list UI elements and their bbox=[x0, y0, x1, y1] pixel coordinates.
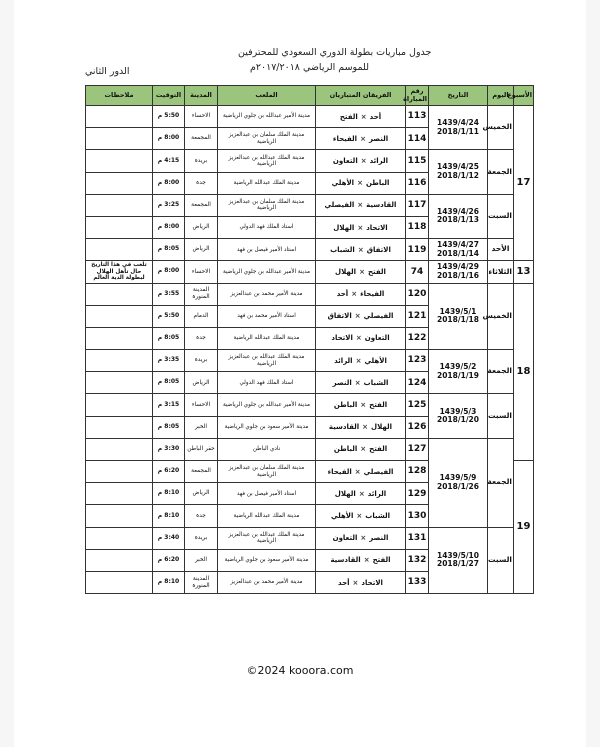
city-cell: المدينة المنورة bbox=[185, 283, 218, 305]
city-cell: المدينة المنورة bbox=[185, 571, 218, 593]
venue-cell: نادي الباطن bbox=[218, 438, 316, 460]
venue-cell: مدينة الأمير عبدالله بن جلوي الرياضية bbox=[218, 106, 316, 128]
date-gregorian: 2018/1/12 bbox=[436, 171, 479, 181]
day-cell: الثلاثاء bbox=[488, 261, 514, 283]
match-number-cell: 117 bbox=[406, 194, 429, 216]
date-cell bbox=[429, 261, 488, 283]
header-city: المدينة bbox=[185, 86, 218, 106]
notes-cell bbox=[86, 416, 153, 438]
time-cell: 8:10 م bbox=[153, 571, 185, 593]
city-cell: بريدة bbox=[185, 150, 218, 172]
time-cell: 8:05 م bbox=[153, 416, 185, 438]
left-margin-strip bbox=[0, 0, 14, 747]
notes-cell: تلعب في هذا التاريخ حال تأهل الهلال لبطولة الدية العالم bbox=[86, 261, 153, 283]
table-row bbox=[86, 394, 534, 416]
header-day: اليوم bbox=[488, 86, 514, 106]
time-cell: 3:15 م bbox=[153, 394, 185, 416]
date-cell bbox=[429, 239, 488, 261]
notes-cell bbox=[86, 327, 153, 349]
match-number-cell: 128 bbox=[406, 461, 429, 483]
date-hijri: 1439/5/9 bbox=[439, 473, 477, 483]
teams-cell bbox=[316, 394, 406, 416]
versus-separator: × bbox=[357, 223, 364, 232]
date-gregorian: 2018/1/27 bbox=[436, 559, 479, 569]
versus-separator: × bbox=[356, 511, 363, 520]
notes-cell bbox=[86, 239, 153, 261]
time-cell: 3:35 م bbox=[153, 350, 185, 372]
match-number-cell: 132 bbox=[406, 549, 429, 571]
header-teams: الفريقان المتباريان bbox=[316, 86, 406, 106]
away-team: الفتح bbox=[339, 112, 358, 121]
home-team: الرائد bbox=[369, 156, 389, 165]
time-cell: 8:10 م bbox=[153, 505, 185, 527]
day-cell: الأحد bbox=[488, 239, 514, 261]
venue-cell: مدينة الملك سلمان بن عبدالعزيز الرياضية bbox=[218, 128, 316, 150]
city-cell: الرياض bbox=[185, 216, 218, 238]
teams-cell bbox=[316, 549, 406, 571]
week-number-cell: 19 bbox=[514, 461, 534, 594]
right-margin-strip bbox=[586, 0, 600, 747]
day-cell: الجمعة bbox=[488, 438, 514, 527]
date-gregorian: 2018/1/20 bbox=[436, 415, 479, 425]
date-gregorian: 2018/1/18 bbox=[436, 315, 479, 325]
header-time: التوقيت bbox=[153, 86, 185, 106]
date-hijri: 1439/5/3 bbox=[439, 406, 477, 416]
date-cell bbox=[429, 194, 488, 238]
notes-cell bbox=[86, 394, 153, 416]
date-hijri: 1439/4/27 bbox=[436, 240, 479, 250]
time-cell: 4:15 م bbox=[153, 150, 185, 172]
match-number-cell: 118 bbox=[406, 216, 429, 238]
date-hijri: 1439/4/24 bbox=[436, 118, 479, 128]
versus-separator: × bbox=[360, 156, 367, 165]
home-team: الرائد bbox=[367, 489, 387, 498]
table-row bbox=[86, 261, 534, 283]
versus-separator: × bbox=[358, 489, 365, 498]
away-team: الشباب bbox=[330, 245, 355, 254]
home-team: الباطن bbox=[365, 179, 390, 188]
match-number-cell: 74 bbox=[406, 261, 429, 283]
versus-separator: × bbox=[360, 445, 367, 454]
away-team: الاتحاد bbox=[331, 334, 353, 343]
watermark-text: ©2024 kooora.com bbox=[246, 664, 354, 677]
season-subtitle: للموسم الرياضي ٢٠١٧/٢٠١٨م bbox=[250, 62, 369, 73]
notes-cell bbox=[86, 571, 153, 593]
match-number-cell: 113 bbox=[406, 106, 429, 128]
notes-cell bbox=[86, 505, 153, 527]
notes-cell bbox=[86, 372, 153, 394]
home-team: التعاون bbox=[364, 334, 390, 343]
versus-separator: × bbox=[360, 534, 367, 543]
teams-cell bbox=[316, 283, 406, 305]
time-cell: 5:50 م bbox=[153, 305, 185, 327]
teams-cell bbox=[316, 505, 406, 527]
header-match-no: رقم المباراة bbox=[406, 86, 429, 106]
time-cell: 3:55 م bbox=[153, 283, 185, 305]
city-cell: المجمعة bbox=[185, 461, 218, 483]
home-team: الفتح bbox=[369, 445, 388, 454]
away-team: الاتفاق bbox=[327, 312, 352, 321]
venue-cell: مدينة الملك عبدالله الرياضية bbox=[218, 505, 316, 527]
home-team: الفيحاء bbox=[360, 290, 385, 299]
match-number-cell: 126 bbox=[406, 416, 429, 438]
table-header-row bbox=[86, 86, 534, 106]
away-team: الهلال bbox=[333, 223, 355, 232]
notes-cell bbox=[86, 216, 153, 238]
notes-cell bbox=[86, 350, 153, 372]
teams-cell bbox=[316, 305, 406, 327]
teams-cell bbox=[316, 416, 406, 438]
date-gregorian: 2018/1/19 bbox=[436, 370, 479, 380]
notes-cell bbox=[86, 305, 153, 327]
venue-cell: مدينة الملك عبدالله بن عبدالعزيز الرياضية bbox=[218, 527, 316, 549]
table-row bbox=[86, 527, 534, 549]
venue-cell: مدينة الأمير عبدالله بن جلوي الرياضية bbox=[218, 261, 316, 283]
day-cell: الجمعة bbox=[488, 350, 514, 394]
match-number-cell: 116 bbox=[406, 172, 429, 194]
match-number-cell: 131 bbox=[406, 527, 429, 549]
match-number-cell: 127 bbox=[406, 438, 429, 460]
table-row bbox=[86, 106, 534, 128]
teams-cell bbox=[316, 128, 406, 150]
date-gregorian: 2018/1/13 bbox=[436, 215, 479, 225]
match-number-cell: 120 bbox=[406, 283, 429, 305]
away-team: الفيصلي bbox=[324, 201, 355, 210]
teams-cell bbox=[316, 350, 406, 372]
document-title: جدول مباريات بطولة الدوري السعودي للمحترفين bbox=[238, 47, 432, 58]
city-cell: الخبر bbox=[185, 549, 218, 571]
header-week: الأسبوع bbox=[514, 86, 534, 106]
table-row bbox=[86, 350, 534, 372]
match-number-cell: 114 bbox=[406, 128, 429, 150]
date-gregorian: 2018/1/14 bbox=[436, 248, 479, 258]
home-team: الفتح bbox=[372, 556, 391, 565]
match-number-cell: 129 bbox=[406, 483, 429, 505]
time-cell: 8:05 م bbox=[153, 372, 185, 394]
versus-separator: × bbox=[351, 290, 358, 299]
away-team: التعاون bbox=[332, 156, 358, 165]
versus-separator: × bbox=[360, 134, 366, 143]
notes-cell bbox=[86, 150, 153, 172]
week-number-cell: 17 bbox=[514, 106, 534, 261]
city-cell: المجمعة bbox=[185, 194, 218, 216]
versus-separator: × bbox=[357, 245, 364, 254]
teams-cell bbox=[316, 216, 406, 238]
venue-cell: مدينة الملك سلمان بن عبدالعزيز الرياضية bbox=[218, 194, 316, 216]
notes-cell bbox=[86, 527, 153, 549]
match-number-cell: 119 bbox=[406, 239, 429, 261]
table-row bbox=[86, 194, 534, 216]
teams-cell bbox=[316, 261, 406, 283]
home-team: الاتحاد bbox=[361, 578, 383, 587]
venue-cell: استاد الأمير فيصل بن فهد bbox=[218, 483, 316, 505]
venue-cell: مدينة الملك سلمان بن عبدالعزيز الرياضية bbox=[218, 461, 316, 483]
city-cell: الاحساء bbox=[185, 261, 218, 283]
match-number-cell: 124 bbox=[406, 372, 429, 394]
time-cell: 6:20 م bbox=[153, 549, 185, 571]
home-team: الفتح bbox=[367, 267, 386, 276]
date-hijri: 1439/4/26 bbox=[436, 206, 479, 216]
venue-cell: مدينة الملك عبدالله الرياضية bbox=[218, 327, 316, 349]
time-cell: 3:40 م bbox=[153, 527, 185, 549]
home-team: الاتفاق bbox=[366, 245, 391, 254]
table-row bbox=[86, 239, 534, 261]
venue-cell: مدينة الملك عبدالله بن عبدالعزيز الرياضية bbox=[218, 350, 316, 372]
versus-separator: × bbox=[360, 401, 367, 409]
header-date: التاريخ bbox=[429, 86, 488, 106]
away-team: الرائد bbox=[334, 356, 353, 365]
versus-separator: × bbox=[354, 378, 361, 387]
venue-cell: استاد الملك فهد الدولي bbox=[218, 372, 316, 394]
time-cell: 8:00 م bbox=[153, 216, 185, 238]
teams-cell bbox=[316, 194, 406, 216]
versus-separator: × bbox=[355, 334, 362, 343]
teams-cell bbox=[316, 527, 406, 549]
date-cell bbox=[429, 394, 488, 438]
teams-cell bbox=[316, 172, 406, 194]
away-team: أحد bbox=[336, 290, 349, 299]
city-cell: بريدة bbox=[185, 527, 218, 549]
notes-cell bbox=[86, 128, 153, 150]
notes-cell bbox=[86, 172, 153, 194]
venue-cell: مدينة الأمير سعود بن جلوي الرياضية bbox=[218, 416, 316, 438]
city-cell: بريدة bbox=[185, 350, 218, 372]
date-cell bbox=[429, 438, 488, 527]
versus-separator: × bbox=[357, 201, 364, 210]
match-number-cell: 133 bbox=[406, 571, 429, 593]
week-number-cell: 18 bbox=[514, 283, 534, 461]
date-hijri: 1439/4/29 bbox=[436, 262, 479, 272]
match-number-cell: 121 bbox=[406, 305, 429, 327]
day-cell: السبت bbox=[488, 527, 514, 594]
away-team: الأهلي bbox=[331, 179, 355, 188]
home-team: الشباب bbox=[363, 378, 389, 387]
match-number-cell: 123 bbox=[406, 350, 429, 372]
city-cell: الرياض bbox=[185, 372, 218, 394]
teams-cell bbox=[316, 150, 406, 172]
notes-cell bbox=[86, 194, 153, 216]
time-cell: 5:50 م bbox=[153, 106, 185, 128]
venue-cell: استاد الأمير فيصل بن فهد bbox=[218, 239, 316, 261]
venue-cell: مدينة الأمير سعود بن جلوي الرياضية bbox=[218, 549, 316, 571]
teams-cell bbox=[316, 106, 406, 128]
city-cell: الخبر bbox=[185, 416, 218, 438]
time-cell: 8:00 م bbox=[153, 172, 185, 194]
home-team: القادسية bbox=[366, 201, 397, 210]
home-team: الفتح bbox=[369, 401, 388, 409]
away-team: الباطن bbox=[333, 401, 358, 409]
home-team: الشباب bbox=[365, 511, 390, 520]
round-label: الدور الثاني bbox=[85, 66, 130, 77]
versus-separator: × bbox=[363, 556, 370, 565]
versus-separator: × bbox=[354, 467, 361, 476]
date-hijri: 1439/5/1 bbox=[439, 306, 477, 316]
city-cell: جدة bbox=[185, 327, 218, 349]
table-row bbox=[86, 283, 534, 305]
versus-separator: × bbox=[357, 179, 363, 188]
away-team: التعاون bbox=[332, 534, 358, 543]
home-team: الهلال bbox=[371, 423, 393, 432]
date-cell bbox=[429, 106, 488, 150]
home-team: النصر bbox=[369, 534, 389, 543]
time-cell: 3:25 م bbox=[153, 194, 185, 216]
city-cell: الرياض bbox=[185, 483, 218, 505]
header-venue: الملعب bbox=[218, 86, 316, 106]
date-cell bbox=[429, 527, 488, 594]
teams-cell bbox=[316, 372, 406, 394]
venue-cell: مدينة الأمير محمد بن عبدالعزيز bbox=[218, 571, 316, 593]
versus-separator: × bbox=[352, 578, 359, 587]
match-number-cell: 130 bbox=[406, 505, 429, 527]
teams-cell bbox=[316, 483, 406, 505]
city-cell: الاحساء bbox=[185, 394, 218, 416]
date-hijri: 1439/5/10 bbox=[436, 550, 479, 560]
away-team: القادسية bbox=[330, 556, 361, 565]
city-cell: جدة bbox=[185, 172, 218, 194]
away-team: الهلال bbox=[334, 489, 356, 498]
date-gregorian: 2018/1/26 bbox=[436, 481, 479, 491]
time-cell: 3:30 م bbox=[153, 438, 185, 460]
time-cell: 8:05 م bbox=[153, 239, 185, 261]
away-team: الأهلي bbox=[331, 511, 354, 520]
week-number-cell: 13 bbox=[514, 261, 534, 283]
date-cell bbox=[429, 150, 488, 194]
away-team: النصر bbox=[332, 378, 352, 387]
day-cell: السبت bbox=[488, 194, 514, 238]
fixtures-body bbox=[86, 106, 534, 594]
day-cell: الخميس bbox=[488, 106, 514, 150]
notes-cell bbox=[86, 483, 153, 505]
city-cell: الاحساء bbox=[185, 106, 218, 128]
versus-separator: × bbox=[362, 423, 369, 432]
home-team: النصر bbox=[368, 134, 389, 143]
fixtures-table bbox=[85, 85, 534, 594]
time-cell: 8:00 م bbox=[153, 261, 185, 283]
date-cell bbox=[429, 350, 488, 394]
city-cell: حفر الباطن bbox=[185, 438, 218, 460]
match-number-cell: 122 bbox=[406, 327, 429, 349]
away-team: القادسية bbox=[328, 423, 360, 432]
time-cell: 8:05 م bbox=[153, 327, 185, 349]
header-notes: ملاحظات bbox=[86, 86, 153, 106]
notes-cell bbox=[86, 461, 153, 483]
versus-separator: × bbox=[360, 112, 367, 121]
venue-cell: مدينة الأمير عبدالله بن جلوي الرياضية bbox=[218, 394, 316, 416]
match-number-cell: 115 bbox=[406, 150, 429, 172]
date-hijri: 1439/5/2 bbox=[439, 362, 477, 372]
city-cell: الدمام bbox=[185, 305, 218, 327]
city-cell: المجمعة bbox=[185, 128, 218, 150]
versus-separator: × bbox=[354, 312, 361, 321]
teams-cell bbox=[316, 327, 406, 349]
home-team: أحد bbox=[369, 112, 382, 121]
notes-cell bbox=[86, 438, 153, 460]
away-team: الفيحاء bbox=[327, 467, 352, 476]
date-cell bbox=[429, 283, 488, 350]
venue-cell: مدينة الملك عبدالله الرياضية bbox=[218, 172, 316, 194]
time-cell: 6:20 م bbox=[153, 461, 185, 483]
venue-cell: مدينة الأمير محمد بن عبدالعزيز bbox=[218, 283, 316, 305]
teams-cell bbox=[316, 438, 406, 460]
venue-cell: استاد الأمير محمد بن فهد bbox=[218, 305, 316, 327]
notes-cell bbox=[86, 283, 153, 305]
time-cell: 8:10 م bbox=[153, 483, 185, 505]
home-team: الاتحاد bbox=[366, 223, 388, 232]
notes-cell bbox=[86, 106, 153, 128]
table-row bbox=[86, 438, 534, 460]
table-row bbox=[86, 150, 534, 172]
home-team: الفيصلي bbox=[363, 467, 394, 476]
home-team: الأهلي bbox=[364, 356, 387, 365]
match-number-cell: 125 bbox=[406, 394, 429, 416]
date-gregorian: 2018/1/16 bbox=[436, 270, 479, 280]
away-team: الباطن bbox=[333, 445, 358, 454]
city-cell: جدة bbox=[185, 505, 218, 527]
away-team: الهلال bbox=[335, 267, 357, 276]
time-cell: 8:00 م bbox=[153, 128, 185, 150]
away-team: الفيحاء bbox=[332, 134, 358, 143]
home-team: الفيصلي bbox=[363, 312, 394, 321]
venue-cell: استاد الملك فهد الدولي bbox=[218, 216, 316, 238]
venue-cell: مدينة الملك عبدالله بن عبدالعزيز الرياضية bbox=[218, 150, 316, 172]
versus-separator: × bbox=[359, 267, 365, 276]
day-cell: السبت bbox=[488, 394, 514, 438]
city-cell: الرياض bbox=[185, 239, 218, 261]
teams-cell bbox=[316, 571, 406, 593]
notes-cell bbox=[86, 549, 153, 571]
versus-separator: × bbox=[355, 356, 362, 365]
date-gregorian: 2018/1/11 bbox=[436, 126, 479, 136]
teams-cell bbox=[316, 461, 406, 483]
teams-cell bbox=[316, 239, 406, 261]
day-cell: الجمعة bbox=[488, 150, 514, 194]
day-cell: الخميس bbox=[488, 283, 514, 350]
away-team: أحد bbox=[338, 578, 350, 587]
date-hijri: 1439/4/25 bbox=[436, 162, 479, 172]
